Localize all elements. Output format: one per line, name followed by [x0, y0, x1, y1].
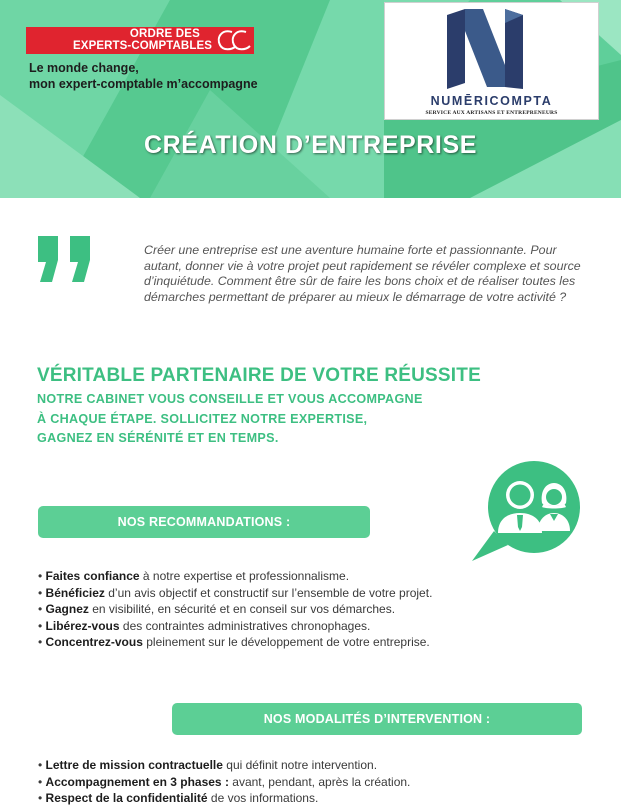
tagline-line2: mon expert-comptable m’accompagne — [29, 77, 258, 91]
list-item: • Respect de la confidentialité de vos informations. — [38, 791, 319, 806]
tagline — [29, 60, 258, 92]
partner-line2: À CHAQUE ÉTAPE. SOLLICITEZ NOTRE EXPERTISE, — [37, 411, 368, 426]
oec-monogram-logo — [212, 27, 254, 54]
list-item: • Bénéficiez d’un avis objectif et constructif sur l’ensemble de votre projet. — [38, 585, 433, 600]
partner-subtitle — [37, 390, 423, 449]
list-item: • Lettre de mission contractuelle qui définit notre intervention. — [38, 758, 378, 772]
partner-line1: NOTRE CABINET VOUS CONSEILLE ET VOUS ACCOMPAGNE — [37, 392, 423, 406]
modalites-list — [38, 757, 410, 807]
list-item: • Concentrez-vous pleinement sur le développement de votre entreprise. — [38, 635, 430, 650]
numericompta-n-logo — [443, 9, 541, 91]
recommandations-list — [38, 568, 432, 651]
partner-line3: GAGNEZ EN SÉRÉNITÉ ET EN TEMPS. — [37, 431, 279, 445]
list-item: • Libérez-vous des contraintes administratives chronophages. — [38, 618, 371, 633]
numericompta-logo-box — [384, 2, 599, 120]
oec-badge — [26, 27, 254, 54]
numericompta-name: NUMĒRICOMPTA — [430, 94, 553, 108]
recommandations-bar: NOS RECOMMANDATIONS : — [38, 506, 370, 538]
speech-bubble-people-icon — [472, 461, 586, 565]
list-item: • Faites confiance à notre expertise et professionnalisme. — [38, 569, 350, 583]
page-title: CRÉATION D’ENTREPRISE — [144, 131, 477, 159]
modalites-bar: NOS MODALITÉS D’INTERVENTION : — [172, 703, 582, 735]
list-item: • Gagnez en visibilité, en sécurité et en conseil sur vos démarches. — [38, 602, 396, 617]
header-banner — [0, 0, 621, 198]
opening-quote-icon — [36, 234, 96, 284]
quote-text: Créer une entreprise est une aventure humaine forte et passionnante. Pour autant, donner vie à votre projet peut rapidement se révéler complexe et source d’inquiétude. Comment être sûr de faire les bons choix et de réaliser toutes les démarches permettant de préparer au mieux le démarrage de votre activité ? — [144, 243, 581, 304]
list-item: • Accompagnement en 3 phases : avant, pendant, après la création. — [38, 774, 411, 789]
numericompta-subtitle: SERVICE AUX ARTISANS ET ENTREPRENEURS — [425, 110, 558, 116]
tagline-line1: Le monde change, — [29, 61, 139, 75]
partner-title: VÉRITABLE PARTENAIRE DE VOTRE RÉUSSITE — [37, 365, 481, 386]
oec-line1: ORDRE DES — [129, 28, 200, 40]
oec-line2: EXPERTS-COMPTABLES — [73, 40, 212, 52]
